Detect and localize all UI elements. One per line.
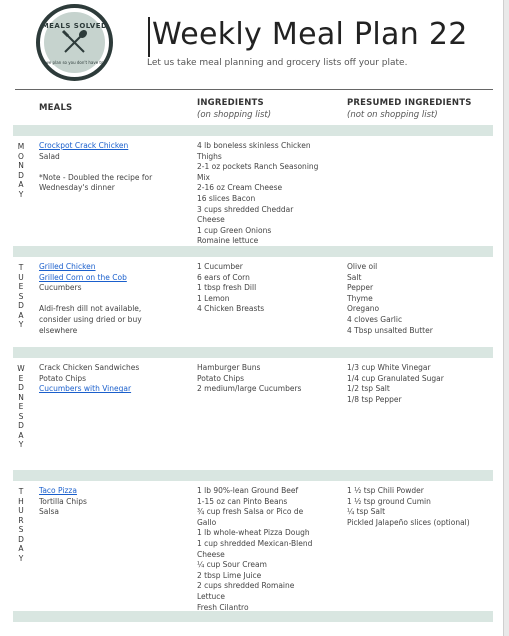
ingredient-item: Cheese [197,549,225,559]
day-letter: Y [18,320,24,329]
presumed-cell [347,486,470,528]
ingredient-item: Mix [197,172,210,182]
ingredients-cell [197,486,312,613]
recipe-link[interactable]: Cucumbers with Vinegar [39,384,132,394]
meals-cell [39,141,152,194]
ingredient-item: 1 cup Green Onions [197,225,272,235]
day-letter: N [18,161,24,170]
presumed-item: 1/2 tsp Salt [347,384,390,394]
meal-item: Aldi-fresh dill not available, [39,304,142,314]
row-separator [13,246,493,257]
ingredient-item: ¼ cup Sour Cream [197,560,267,570]
ingredient-item: 1 cup shredded Mexican-Blend [197,538,313,548]
day-letter: D [18,534,24,544]
ingredient-item: ¾ cup fresh Salsa or Pico de [197,507,304,517]
ingredient-item: Lettuce [197,591,226,601]
presumed-item: ¼ tsp Salt [347,507,386,517]
day-letter: E [18,282,24,291]
ingredient-item: 16 slices Bacon [197,193,256,203]
presumed-cell [347,262,433,336]
day-letter: O [18,151,24,161]
day-letter: S [18,291,24,301]
day-letter: E [18,402,24,411]
presumed-item: 1 ½ tsp ground Cumin [347,496,431,506]
day-letter: D [18,170,24,180]
meal-item: consider using dried or buy [39,314,142,324]
day-letter: W [17,364,25,373]
day-letter: S [18,411,24,421]
meal-item: Tortilla Chips [39,496,87,506]
day-label [16,487,26,563]
presumed-item: 1/4 cup Granulated Sugar [347,373,444,383]
presumed-item: Thyme [347,293,373,303]
day-letter: U [18,272,24,282]
meal-item [39,294,142,305]
presumed-item: Salt [347,272,362,282]
ingredients-cell [197,141,318,247]
meal-item: Wednesday's dinner [39,183,115,193]
recipe-link[interactable]: Crockpot Crack Chicken [39,141,129,150]
day-letter: A [18,310,24,320]
meal-item: Crack Chicken Sandwiches [39,363,140,372]
row-separator [13,125,493,136]
row-separator [13,470,493,481]
scrollbar-track[interactable] [503,0,509,636]
day-letter: U [18,506,24,515]
meal-item: Potato Chips [39,373,87,383]
logo-name: MEALS SOLVED [41,22,108,30]
day-letter: E [18,373,24,383]
ingredients-cell [197,262,264,315]
day-letter: A [18,544,24,553]
presumed-item: Olive oil [347,262,378,271]
ingredient-item: 1-15 oz can Pinto Beans [197,496,288,506]
day-label [16,142,26,199]
ingredient-item: Hamburger Buns [197,363,261,372]
logo-tagline: we plan so you don't have to [45,60,104,65]
day-letter: D [18,301,24,310]
day-letter: T [18,487,24,496]
ingredient-item: 1 tbsp fresh Dill [197,283,257,293]
meals-cell [39,363,139,395]
day-letter: D [18,383,24,392]
meal-item: Salsa [39,507,59,517]
ingredient-item: Fresh Cilantro [197,602,249,612]
page-subtitle: Let us take meal planning and grocery lists off your plate. [147,58,408,68]
recipe-link[interactable]: Grilled Corn on the Cob [39,272,127,282]
fork-spoon-icon [60,28,89,57]
ingredient-item: 6 ears of Corn [197,272,250,282]
ingredients-cell [197,363,301,395]
ingredient-item: 4 Chicken Breasts [197,304,265,314]
presumed-item: Oregano [347,304,380,314]
header-divider [15,89,493,90]
meals-cell [39,262,142,336]
meals-solved-logo [36,4,113,81]
presumed-item: 1/8 tsp Pepper [347,394,402,404]
meals-cell [39,486,87,518]
meal-item: elsewhere [39,325,78,335]
ingredients-column-header: INGREDIENTS [197,98,264,108]
ingredient-item: 1 Lemon [197,293,230,303]
presumed-cell [347,363,444,405]
ingredient-item: 2-1 oz pockets Ranch Seasoning [197,162,319,172]
meal-item: *Note - Doubled the recipe for [39,172,153,182]
day-letter: A [18,180,24,189]
ingredient-item: 1 Cucumber [197,262,243,271]
day-letter: T [18,263,24,272]
ingredient-item: 2 medium/large Cucumbers [197,384,302,394]
row-separator [13,347,493,358]
day-letter: Y [18,553,24,563]
ingredient-item: 2 cups shredded Romaine [197,581,295,591]
ingredient-item: Cheese [197,215,225,225]
day-label [16,364,26,450]
presumed-item: 1/3 cup White Vinegar [347,363,431,372]
presumed-item: 1 ½ tsp Chili Powder [347,486,424,495]
meal-item: Cucumbers [39,283,82,293]
ingredient-item: 1 lb 90%-lean Ground Beef [197,486,299,495]
ingredient-item: Potato Chips [197,373,245,383]
page-title[interactable]: Weekly Meal Plan 22 [152,17,468,52]
ingredient-item: 2-16 oz Cream Cheese [197,183,283,193]
day-letter: S [18,525,24,534]
ingredient-item: Gallo [197,517,217,527]
day-letter: A [18,430,24,440]
ingredient-item: 1 lb whole-wheat Pizza Dough [197,528,310,538]
presumed-item: 4 cloves Garlic [347,314,403,324]
day-letter: Y [18,440,24,449]
day-letter: D [18,421,24,430]
day-letter: R [18,515,24,525]
meal-item: Salad [39,151,60,161]
ingredient-item: Thighs [197,151,222,161]
text-cursor [148,17,150,57]
ingredient-item: 2 tbsp Lime Juice [197,570,262,580]
recipe-link[interactable]: Grilled Chicken [39,262,96,271]
presumed-column-header: PRESUMED INGREDIENTS [347,98,472,108]
ingredient-item: Romaine lettuce [197,236,259,246]
day-letter: H [18,496,24,506]
presumed-item: 4 Tbsp unsalted Butter [347,325,433,335]
day-letter: M [17,142,25,151]
meal-item [39,162,152,173]
presumed-column-note: (not on shopping list) [347,110,438,120]
ingredients-column-note: (on shopping list) [197,110,272,120]
day-label [16,263,26,330]
meals-column-header: MEALS [39,103,73,113]
presumed-item: Pepper [347,283,374,293]
ingredient-item: 4 lb boneless skinless Chicken [197,141,311,150]
day-letter: Y [18,189,24,199]
presumed-item: Pickled Jalapeño slices (optional) [347,517,470,527]
day-letter: N [18,392,24,402]
ingredient-item: 3 cups shredded Cheddar [197,204,294,214]
recipe-link[interactable]: Taco Pizza [39,486,77,495]
